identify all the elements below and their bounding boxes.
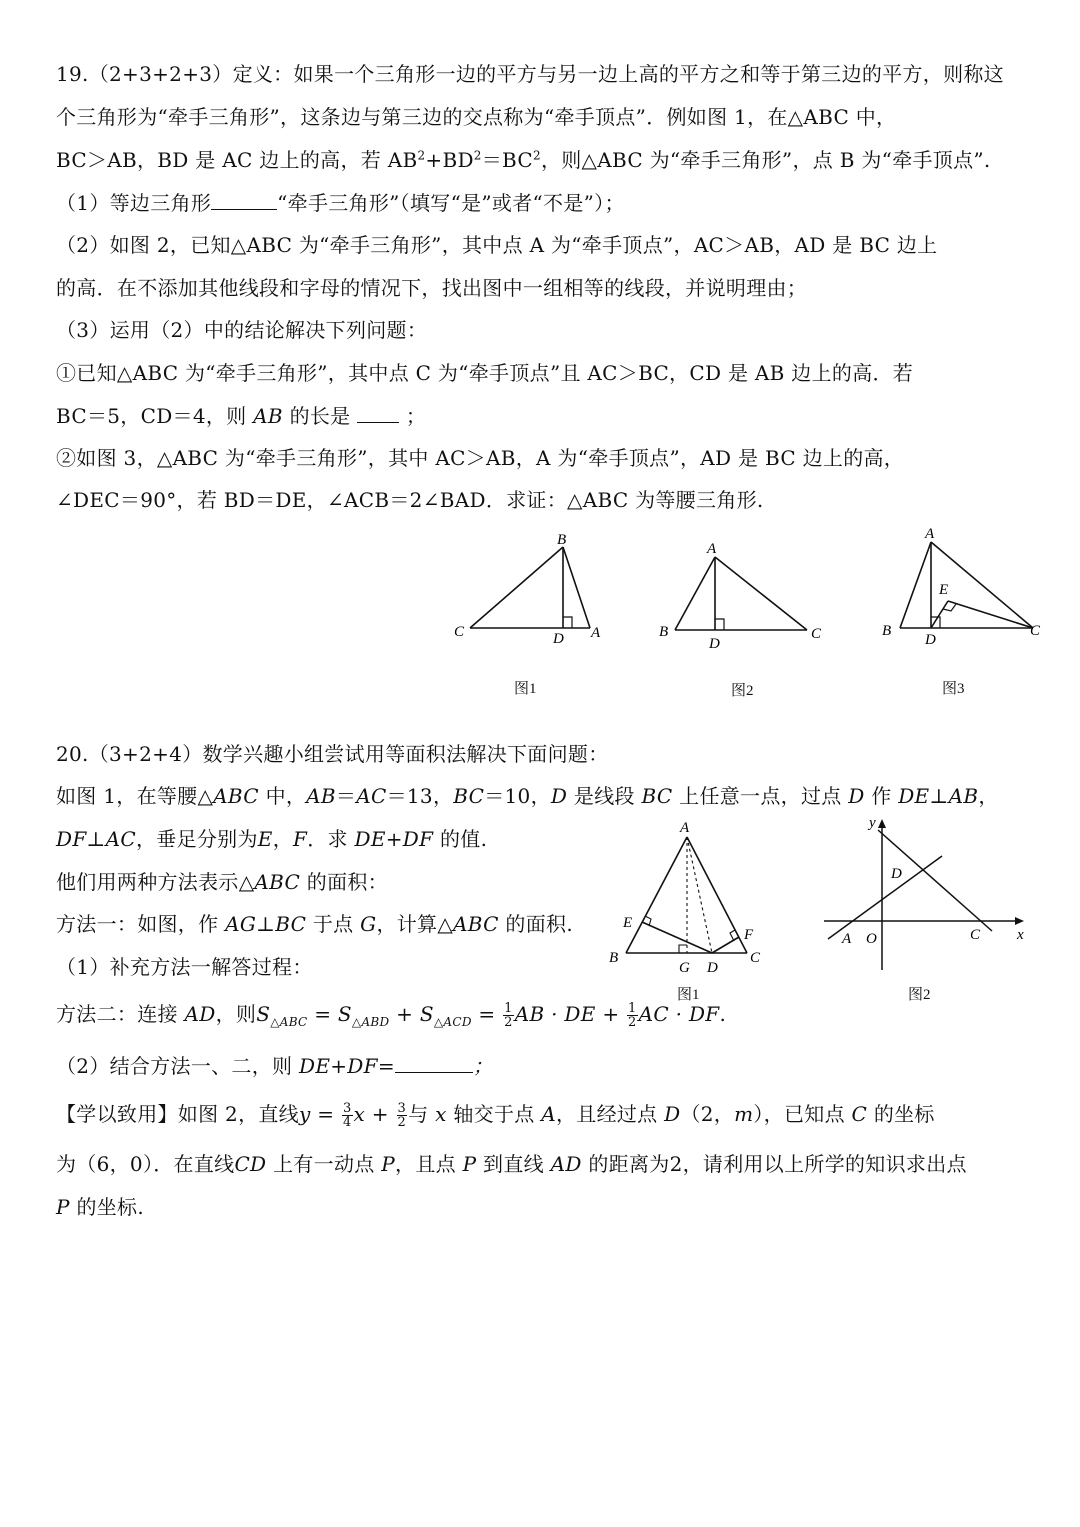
m: 1 <box>628 1001 637 1016</box>
q19-line-3 <box>56 146 991 174</box>
m: AG <box>225 912 257 936</box>
t: ，垂足分别为 <box>135 827 258 851</box>
m: 2 <box>504 1015 513 1030</box>
m: D <box>664 1102 681 1126</box>
q20-line-4 <box>56 868 388 896</box>
label-d: D <box>891 866 902 882</box>
answer-blank-2 <box>357 402 399 423</box>
q19-line-3-b: +BD <box>425 148 474 172</box>
label-a: A <box>925 526 935 542</box>
q20-line-9 <box>56 1100 935 1129</box>
t: （2）结合方法一、二，则 <box>56 1054 293 1078</box>
segment-ab <box>626 837 687 953</box>
t: . <box>719 1002 727 1026</box>
m: x <box>353 1102 366 1126</box>
label-f: F <box>744 927 754 943</box>
m: C <box>851 1102 868 1126</box>
label-a: A <box>591 625 601 641</box>
m: x <box>435 1102 447 1126</box>
q20-figure-2-caption: 图2 <box>908 987 931 1003</box>
t: 方法二：连接 <box>56 1002 178 1026</box>
m: P <box>381 1152 396 1176</box>
superscript: 2 <box>533 148 541 163</box>
label-d: D <box>707 960 718 976</box>
q19-line-3-a: BC＞AB，BD 是 AC 边上的高，若 AB <box>56 148 418 172</box>
t: 中， <box>265 784 307 808</box>
label-b: B <box>882 623 892 639</box>
t: 与 <box>408 1102 429 1126</box>
fraction-three-halves <box>397 1102 408 1129</box>
q19-line-2: 个三角形为“牵手三角形”，这条边与第三边的交点称为“牵手顶点”．例如图 1，在△ABC 中， <box>56 105 897 129</box>
answer-blank-1 <box>211 189 277 210</box>
t: 为（6，0）．在直线 <box>56 1152 235 1176</box>
label-e: E <box>623 915 633 931</box>
t: 上任意一点，过点 <box>679 784 842 808</box>
q19-line-3-d: ，则△ABC 为“牵手三角形”，点 B 为“牵手顶点”. <box>540 148 991 172</box>
segment-ba <box>675 557 715 630</box>
q19-line-6: 的高．在不添加其他线段和字母的情况下，找出图中一组相等的线段，并说明理由； <box>56 276 808 300</box>
q19-line-11: ∠DEC＝90°，若 BD＝DE，∠ACB＝2∠BAD．求证：△ABC 为等腰三角形. <box>56 488 764 512</box>
fraction-half <box>503 1002 514 1029</box>
m: △ACD <box>433 1015 472 1029</box>
t: = <box>307 1002 338 1026</box>
fraction-three-quarters <box>342 1102 353 1129</box>
m: AD <box>184 1002 216 1026</box>
label-g: G <box>679 960 690 976</box>
q19-line-5: （2）如图 2，已知△ABC 为“牵手三角形”，其中点 A 为“牵手顶点”，AC＞AB，AD 是 BC 边上 <box>56 233 938 257</box>
label-c: C <box>454 624 465 640</box>
t: 的面积. <box>505 912 573 936</box>
label-c: C <box>811 626 822 642</box>
t: ⊥ <box>86 827 106 851</box>
m: AB <box>948 784 979 808</box>
t: + <box>389 1002 420 1026</box>
m: D <box>848 784 865 808</box>
m: ； <box>472 1054 494 1078</box>
q19-line-9-b: 的长是 <box>289 404 351 428</box>
m: AD <box>550 1152 582 1176</box>
q19-line-4-a: （1）等边三角形 <box>56 191 212 215</box>
m: S <box>337 1002 352 1026</box>
superscript: 2 <box>473 148 482 163</box>
right-angle-mark-g <box>679 945 687 953</box>
t: 的值. <box>439 827 488 851</box>
y-axis-arrow-icon <box>878 819 886 828</box>
t: ⊥ <box>929 784 949 808</box>
t: ，计算△ <box>376 912 454 936</box>
m: S <box>419 1002 434 1026</box>
m: AC <box>356 784 387 808</box>
superscript: 2 <box>417 148 426 163</box>
t: 的面积： <box>306 870 388 894</box>
t: ．求 <box>307 827 348 851</box>
t: + <box>365 1102 396 1126</box>
math-ab: AB <box>253 404 283 428</box>
m: ABC <box>453 912 499 936</box>
t: 于点 <box>312 912 354 936</box>
q19-figure-3-caption: 图3 <box>942 681 965 697</box>
q19-line-9 <box>56 402 426 430</box>
m: DE <box>898 784 930 808</box>
segment-ac <box>687 837 747 953</box>
q20-figure-1 <box>604 815 774 975</box>
m: BC <box>453 784 485 808</box>
label-a: A <box>707 541 717 557</box>
segment-ba <box>563 547 590 628</box>
m: m <box>734 1102 754 1126</box>
m: E <box>257 827 273 851</box>
t: 的坐标 <box>873 1102 935 1126</box>
label-x: x <box>1017 927 1024 943</box>
t: 是线段 <box>573 784 635 808</box>
m: 4 <box>342 1115 352 1130</box>
m: A <box>541 1102 556 1126</box>
m: y <box>298 1102 311 1126</box>
t: = <box>310 1102 341 1126</box>
m: DF <box>56 827 87 851</box>
t: 方法一：如图，作 <box>56 912 219 936</box>
t: ，且经过点 <box>555 1102 658 1126</box>
m: BC <box>275 912 307 936</box>
m: DE+DF <box>299 1054 378 1078</box>
label-e: E <box>939 582 949 598</box>
q20-line-2 <box>56 782 999 810</box>
segment-ec <box>948 601 1033 628</box>
label-a: A <box>842 931 852 947</box>
q20-figure-1-caption: 图1 <box>677 987 700 1003</box>
line-ad <box>828 856 942 939</box>
label-o: O <box>866 931 877 947</box>
q20-line-11 <box>56 1193 144 1221</box>
m: 2 <box>397 1115 407 1130</box>
m: = <box>377 1054 395 1078</box>
m: 3 <box>342 1101 352 1116</box>
q20-figure-2 <box>820 810 1035 975</box>
m: △ABC <box>270 1015 308 1029</box>
label-b: B <box>659 624 669 640</box>
q19-figure-1 <box>450 525 620 650</box>
t: 的距离为2，请利用以上所学的知识求出点 <box>588 1152 967 1176</box>
q19-figure-2 <box>655 535 830 655</box>
q20-line-3 <box>56 825 487 853</box>
x-axis-arrow-icon <box>1015 917 1024 925</box>
q20-line-1: 20.（3+2+4）数学兴趣小组尝试用等面积法解决下面问题： <box>56 742 609 766</box>
label-d: D <box>925 632 936 648</box>
t: 的坐标. <box>76 1195 144 1219</box>
t: 他们用两种方法表示△ <box>56 870 255 894</box>
t: ，且点 <box>395 1152 456 1176</box>
label-d: D <box>709 636 720 652</box>
answer-blank-3 <box>395 1052 473 1073</box>
m: AC · DF <box>638 1002 720 1026</box>
t: 如图 1，在等腰△ <box>56 784 214 808</box>
label-b: B <box>609 950 619 966</box>
segment-df <box>712 937 739 953</box>
q20-line-10 <box>56 1150 967 1178</box>
t: （2， <box>680 1102 735 1126</box>
q19-line-7: （3）运用（2）中的结论解决下列问题： <box>56 318 428 342</box>
segment-cb <box>470 547 563 628</box>
q19-line-1: 19.（2+3+2+3）定义：如果一个三角形一边的平方与另一边上高的平方之和等于第三边的平方，则称这 <box>56 62 1004 86</box>
m: AB · DE <box>514 1002 596 1026</box>
label-b: B <box>557 532 567 548</box>
t: 作 <box>871 784 892 808</box>
q19-figure-3 <box>876 520 1056 655</box>
q20-line-8 <box>56 1052 493 1080</box>
t: ⊥ <box>256 912 276 936</box>
m: P <box>56 1195 70 1219</box>
m: △ABD <box>351 1015 390 1029</box>
q20-line-7 <box>56 1000 726 1036</box>
m: CD <box>234 1152 267 1176</box>
q19-line-8: ①已知△ABC 为“牵手三角形”，其中点 C 为“牵手顶点”且 AC＞BC，CD 是 AB 边上的高．若 <box>56 361 914 385</box>
q19-line-9-c: ； <box>405 404 427 428</box>
t: ， <box>978 784 999 808</box>
q19-line-9-a: BC＝5，CD＝4，则 <box>56 404 247 428</box>
t: 到直线 <box>483 1152 544 1176</box>
right-angle-mark <box>715 619 724 630</box>
q19-line-4-b: “牵手三角形”（填写“是”或者“不是”）； <box>277 191 625 215</box>
m: BC <box>641 784 673 808</box>
m: 1 <box>504 1001 513 1016</box>
label-y: y <box>869 815 876 831</box>
t: 【学以致用】如图 2，直线 <box>56 1102 299 1126</box>
t: 上有一动点 <box>273 1152 375 1176</box>
m: D <box>550 784 568 808</box>
label-c: C <box>1030 623 1041 639</box>
label-a: A <box>680 820 690 836</box>
m: ABC <box>213 784 259 808</box>
t: 轴交于点 <box>453 1102 535 1126</box>
t: = <box>471 1002 503 1026</box>
m: 3 <box>397 1101 407 1116</box>
q19-figure-1-caption: 图1 <box>514 681 537 697</box>
t: ， <box>272 827 294 851</box>
q19-figure-2-caption: 图2 <box>731 683 754 699</box>
q19-line-3-c: ＝BC <box>481 148 534 172</box>
m: ABC <box>254 870 301 894</box>
t: ），已知点 <box>753 1102 845 1126</box>
m: F <box>293 827 308 851</box>
segment-ac <box>715 557 807 630</box>
t: ＝10， <box>484 784 551 808</box>
m: 2 <box>628 1015 637 1030</box>
q20-line-5 <box>56 910 573 938</box>
m: G <box>360 912 377 936</box>
segment-ba <box>900 542 931 628</box>
m: DE+DF <box>354 827 434 851</box>
label-c: C <box>750 950 761 966</box>
segment-ad <box>687 837 712 953</box>
q19-line-10: ②如图 3，△ABC 为“牵手三角形”，其中 AC＞AB，A 为“牵手顶点”，AD 是 BC 边上的高， <box>56 446 905 470</box>
m: S <box>256 1002 271 1026</box>
t: ，则 <box>215 1002 257 1026</box>
label-c: C <box>970 927 981 943</box>
segment-de <box>642 922 712 953</box>
label-d: D <box>553 631 564 647</box>
m: AB <box>306 784 336 808</box>
right-angle-mark <box>563 617 572 628</box>
q19-line-4 <box>56 189 625 217</box>
t: ＝13， <box>386 784 454 808</box>
fraction-half <box>627 1002 638 1029</box>
q20-line-6: （1）补充方法一解答过程： <box>56 955 313 979</box>
t: + <box>595 1002 627 1026</box>
t: ＝ <box>335 784 357 808</box>
m: AC <box>105 827 136 851</box>
m: P <box>462 1152 477 1176</box>
